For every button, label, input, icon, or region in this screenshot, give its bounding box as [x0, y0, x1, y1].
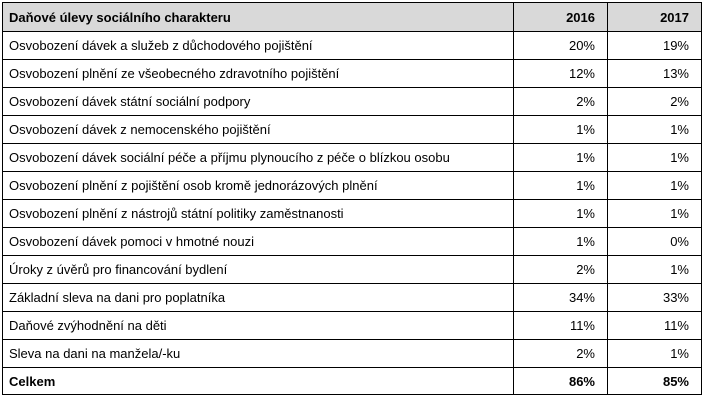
row-value-2017: 11%	[608, 312, 702, 340]
row-value-2016: 2%	[514, 256, 608, 284]
header-label: Daňové úlevy sociálního charakteru	[3, 3, 514, 32]
row-value-2017: 1%	[608, 256, 702, 284]
row-label: Osvobození dávek a služeb z důchodového pojištění	[3, 32, 514, 60]
table-row	[3, 256, 702, 284]
row-value-2016: 1%	[514, 144, 608, 172]
row-label: Osvobození plnění z pojištění osob kromě jednorázových plnění	[3, 172, 514, 200]
tax-relief-table	[2, 2, 702, 395]
total-row	[3, 368, 702, 395]
header-year-2017: 2017	[608, 3, 702, 32]
row-value-2016: 2%	[514, 88, 608, 116]
row-value-2017: 19%	[608, 32, 702, 60]
row-value-2017: 1%	[608, 200, 702, 228]
table-row	[3, 200, 702, 228]
row-value-2016: 11%	[514, 312, 608, 340]
table-row	[3, 284, 702, 312]
row-label: Základní sleva na dani pro poplatníka	[3, 284, 514, 312]
row-label: Sleva na dani na manžela/-ku	[3, 340, 514, 368]
header-year-2016: 2016	[514, 3, 608, 32]
table-row	[3, 228, 702, 256]
row-value-2016: 1%	[514, 200, 608, 228]
row-label: Osvobození plnění ze všeobecného zdravotního pojištění	[3, 60, 514, 88]
row-value-2017: 2%	[608, 88, 702, 116]
table-row	[3, 116, 702, 144]
row-value-2016: 20%	[514, 32, 608, 60]
row-value-2017: 33%	[608, 284, 702, 312]
table-row	[3, 60, 702, 88]
row-value-2017: 1%	[608, 116, 702, 144]
row-value-2016: 1%	[514, 228, 608, 256]
table-row	[3, 312, 702, 340]
row-label: Daňové zvýhodnění na děti	[3, 312, 514, 340]
total-value-2017: 85%	[608, 368, 702, 395]
header-row	[3, 3, 702, 32]
row-value-2016: 1%	[514, 116, 608, 144]
table-row	[3, 172, 702, 200]
row-value-2017: 1%	[608, 144, 702, 172]
row-label: Osvobození plnění z nástrojů státní politiky zaměstnanosti	[3, 200, 514, 228]
row-value-2016: 2%	[514, 340, 608, 368]
total-label: Celkem	[3, 368, 514, 395]
row-label: Osvobození dávek pomoci v hmotné nouzi	[3, 228, 514, 256]
row-label: Úroky z úvěrů pro financování bydlení	[3, 256, 514, 284]
table-row	[3, 32, 702, 60]
table-row	[3, 88, 702, 116]
row-label: Osvobození dávek sociální péče a příjmu plynoucího z péče o blízkou osobu	[3, 144, 514, 172]
row-value-2017: 1%	[608, 340, 702, 368]
row-value-2017: 13%	[608, 60, 702, 88]
row-value-2017: 1%	[608, 172, 702, 200]
table-row	[3, 340, 702, 368]
row-value-2016: 34%	[514, 284, 608, 312]
row-label: Osvobození dávek státní sociální podpory	[3, 88, 514, 116]
row-value-2017: 0%	[608, 228, 702, 256]
row-label: Osvobození dávek z nemocenského pojištění	[3, 116, 514, 144]
total-value-2016: 86%	[514, 368, 608, 395]
row-value-2016: 1%	[514, 172, 608, 200]
table-row	[3, 144, 702, 172]
row-value-2016: 12%	[514, 60, 608, 88]
